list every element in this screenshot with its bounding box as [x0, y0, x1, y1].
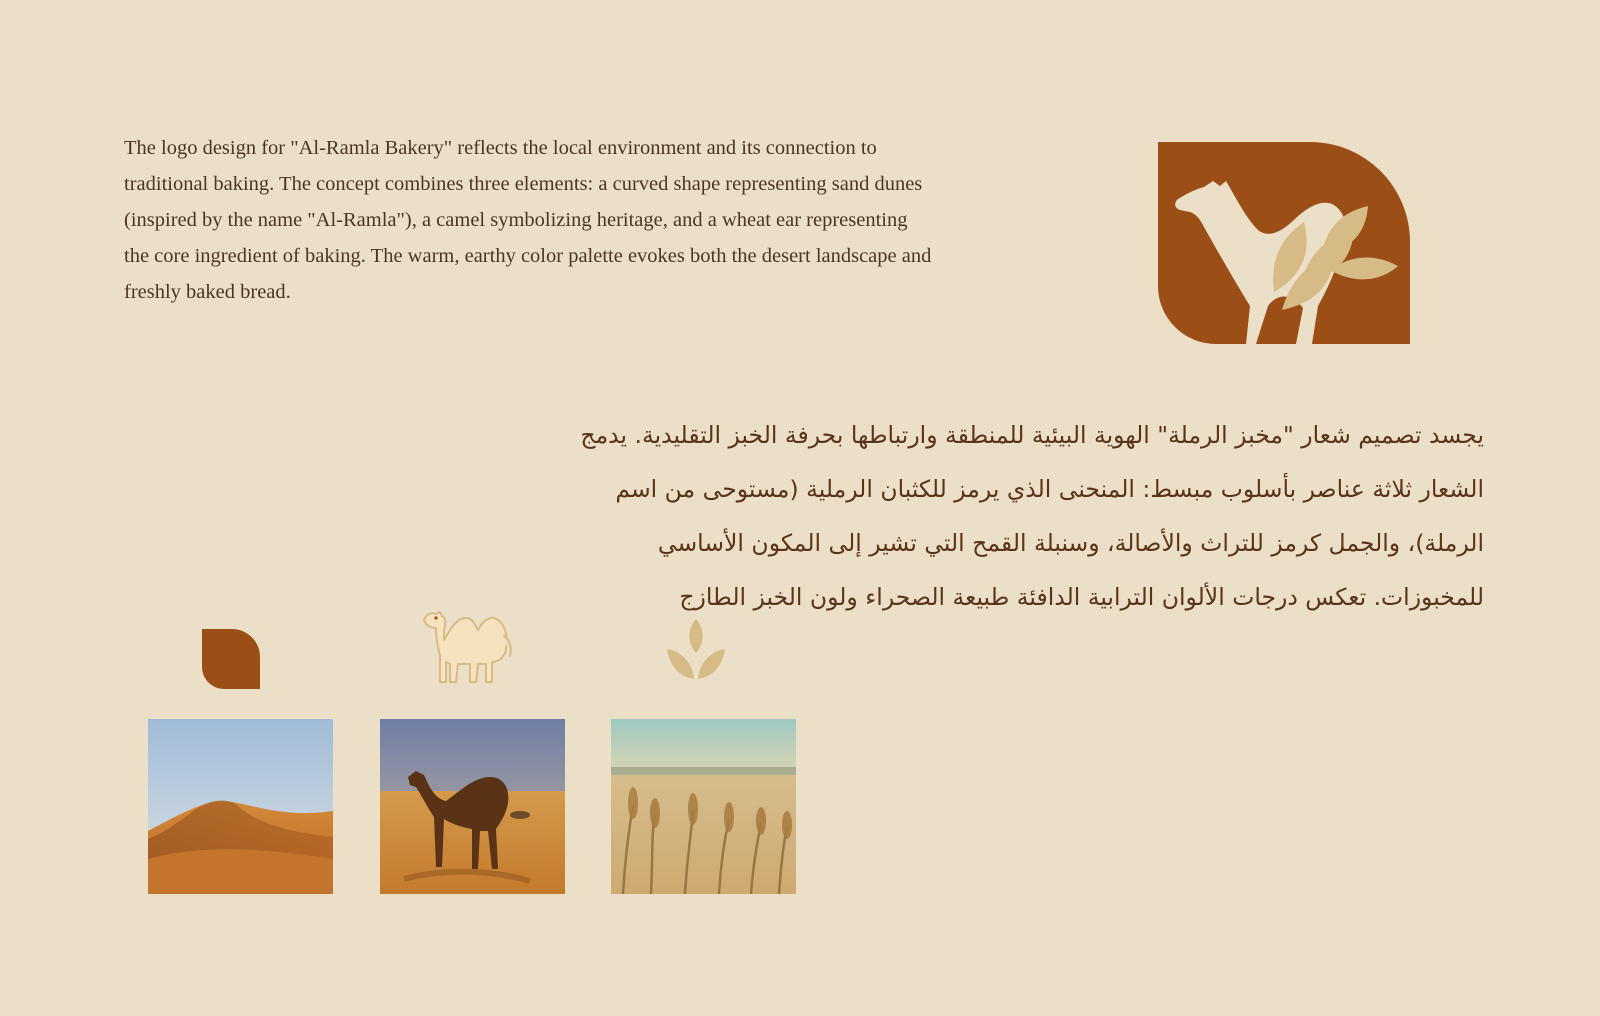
dune-shape-icon — [202, 629, 260, 689]
bakery-logo — [1158, 142, 1418, 344]
wheat-field-photo — [611, 719, 796, 894]
description-english: The logo design for "Al-Ramla Bakery" reflects the local environment and its connection to traditional baking. The concept combines three elements: a curved shape representing sand dunes (inspired by the name "Al-Ramla"), a camel symbolizing heritage, and a wheat ear representing the core ingredient of baking. The warm, earthy color palette evokes both the desert landscape and freshly baked bread. — [124, 137, 932, 303]
sand-dunes-photo — [148, 719, 333, 894]
camel-icon — [420, 608, 516, 688]
camel-photo — [380, 719, 565, 894]
description-arabic: يجسد تصميم شعار "مخبز الرملة" الهوية البيئية للمنطقة وارتباطها بحرفة الخبز التقليدية. يدمج الشعار ثلاثة عناصر بأسلوب مبسط: المنحنى الذي يرمز للكثبان الرملية (مستوحى من اسم الرملة)، والجمل كرمز للتراث والأصالة، وسنبلة القمح التي تشير إلى المكون الأساسي للمخبوزات. تعكس درجات الألوان الترابية الدافئة طبيعة الصحراء ولون الخبز الطازج — [580, 421, 1484, 611]
wheat-icon — [667, 619, 725, 681]
